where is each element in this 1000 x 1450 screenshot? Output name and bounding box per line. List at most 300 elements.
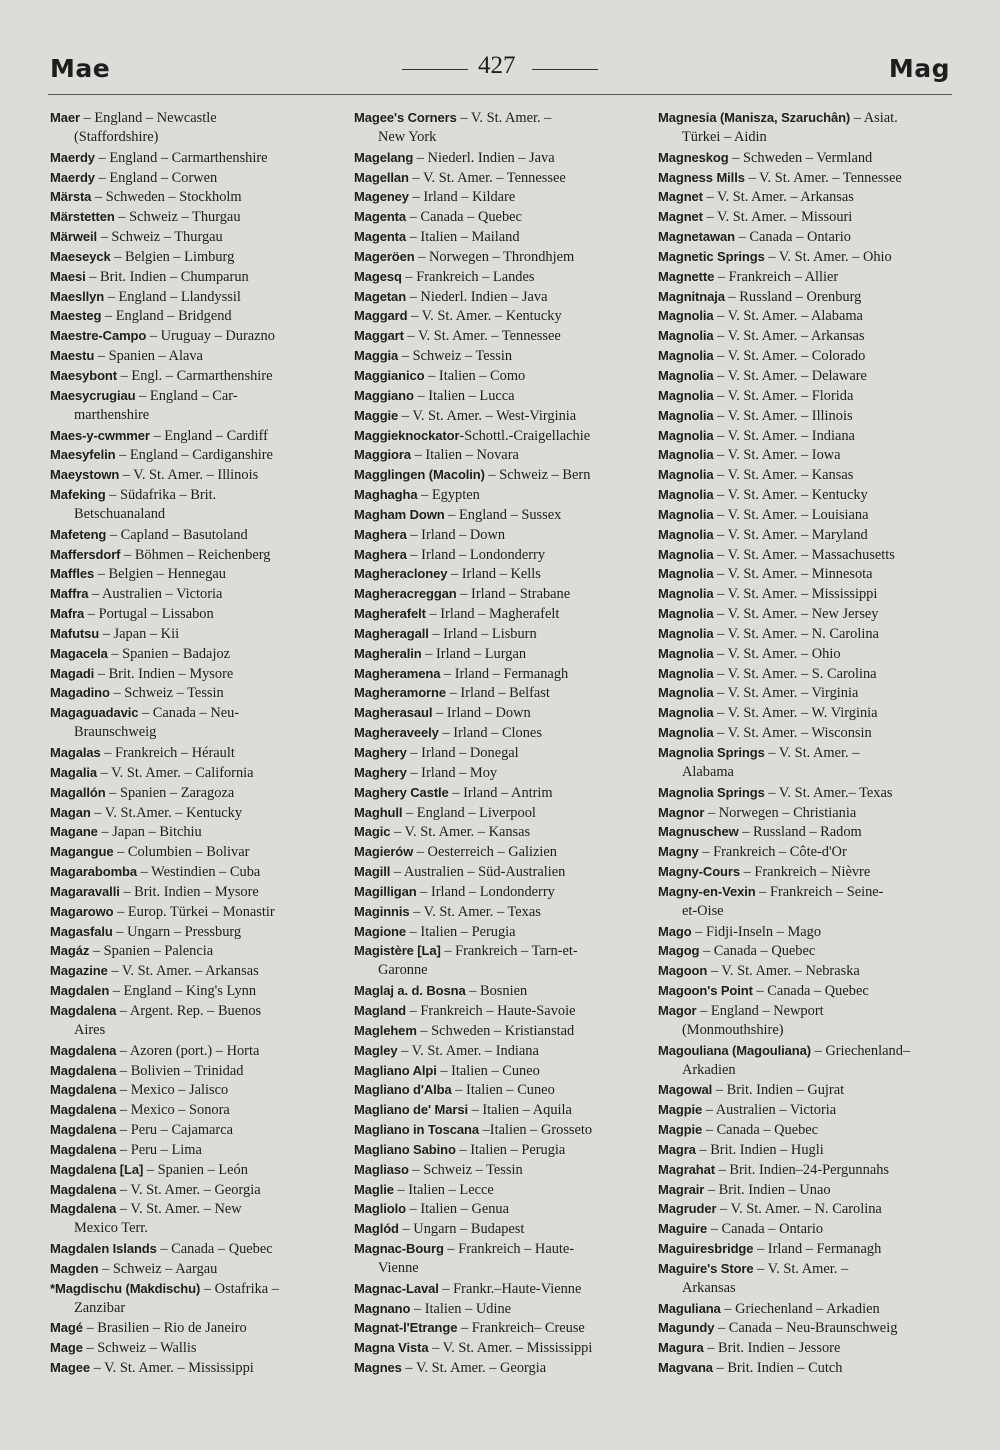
entry-line	[658, 822, 950, 842]
entry-line	[50, 1100, 342, 1120]
entry-location: – Columbien – Bolivar	[113, 844, 250, 861]
entry-location: – V. St. Amer. – New	[116, 1201, 242, 1218]
entry-headword: Magetan	[354, 288, 407, 304]
entry-line	[50, 1279, 342, 1299]
entry-location: – Norwegen – Throndhjem	[414, 248, 575, 265]
entry-location: – Schweiz – Bern	[484, 467, 591, 484]
entry-line	[658, 485, 950, 505]
entry-headword: Maghera	[354, 546, 407, 562]
entry-line	[354, 803, 646, 823]
entry-location: – Irland – Donegal	[406, 745, 519, 761]
entry-headword: Magheramena	[354, 665, 441, 681]
entry-line	[658, 1318, 950, 1338]
entry-headword: Magnolia	[658, 546, 714, 562]
entry-headword: Magnolia	[658, 526, 714, 542]
entry-line	[658, 1299, 950, 1319]
entry-line	[354, 326, 646, 346]
entry-location: – Bolivien – Trinidad	[116, 1062, 244, 1079]
entry-line	[354, 902, 646, 922]
entry-headword: Magnet	[658, 209, 703, 225]
entry-location: – V. St. Amer. – Tennessee	[403, 328, 561, 345]
entry-line	[658, 1001, 950, 1021]
entry-line	[50, 1239, 342, 1259]
entry-headword: Magee	[50, 1360, 90, 1376]
entry-location: – V. St. Amer.– Texas	[764, 784, 893, 801]
entry-location: – Italien – Novara	[410, 447, 519, 464]
entry-line	[658, 306, 950, 326]
entry-location: – Brit. Indien – Gujrat	[712, 1082, 845, 1099]
entry-location: – Schweden – Kristianstad	[416, 1022, 575, 1039]
entry-location: – Mexico – Sonora	[116, 1102, 230, 1119]
entry-line	[658, 108, 950, 128]
entry-location: – Irland – Kildare	[408, 189, 516, 206]
entry-line	[354, 108, 646, 128]
entry-headword: Magny-en-Vexin	[658, 883, 756, 899]
entry-line	[658, 267, 950, 287]
entry-headword: Maghagha	[354, 487, 418, 503]
entry-line	[658, 1120, 950, 1140]
entry-headword: Magnolia	[658, 705, 714, 721]
entry-line	[354, 227, 646, 247]
entry-headword: Magnolia	[658, 665, 714, 681]
entry-headword: Magnat-l'Etrange	[354, 1320, 458, 1336]
entry-headword: Magvana	[658, 1360, 713, 1376]
entry-headword: Magor	[658, 1002, 697, 1018]
entry-headword: Magnitnaja	[658, 288, 725, 304]
entry-headword: Mage	[50, 1340, 83, 1356]
entry-line	[354, 1219, 646, 1239]
entry-location: – England – Newcastle	[79, 110, 217, 126]
entry-line	[50, 1120, 342, 1140]
entry-line	[658, 168, 950, 188]
entry-headword: Maesllyn	[50, 288, 105, 304]
entry-line	[50, 803, 342, 823]
entry-continuation: Arkansas	[682, 1279, 736, 1296]
entry-line	[354, 287, 646, 307]
entry-line	[50, 981, 342, 1001]
entry-continuation: Zanzibar	[74, 1299, 126, 1316]
entry-headword: Magna Vista	[354, 1340, 429, 1356]
entry-headword: Magowal	[658, 1082, 713, 1098]
entry-headword: Magherafelt	[354, 606, 426, 622]
entry-line	[50, 743, 342, 763]
entry-headword: Magierów	[354, 844, 414, 860]
entry-line	[658, 1338, 950, 1358]
entry-location: – V. St. Amer. – Maryland	[713, 526, 868, 543]
entry-headword: Maggieknockator	[354, 427, 460, 443]
entry-line	[354, 426, 646, 446]
entry-line	[658, 723, 950, 743]
entry-headword: Magliano in Toscana	[354, 1122, 479, 1138]
entry-line	[50, 306, 342, 326]
entry-headword: Magpie	[658, 1122, 703, 1138]
entry-headword: Magdalena	[50, 1042, 117, 1058]
entry-line	[658, 862, 950, 882]
entry-line	[658, 584, 950, 604]
entry-line	[658, 187, 950, 207]
entry-line	[354, 763, 646, 783]
entry-location: – Canada – Ontario	[735, 229, 851, 246]
entry-headword: Magnolia Springs	[658, 784, 765, 800]
entry-location: – Argent. Rep. – Buenos	[116, 1002, 262, 1019]
entry-line	[354, 1318, 646, 1338]
entry-location: – Italien – Perugia	[455, 1141, 566, 1158]
entry-location: – Ostafrika –	[200, 1280, 279, 1297]
entry-location: – Schweiz – Tessin	[398, 348, 513, 365]
entry-line	[658, 1219, 950, 1239]
entry-headword: Magenta	[354, 229, 407, 245]
entry-line	[658, 1041, 950, 1061]
entry-headword: Märsta	[50, 189, 92, 205]
entry-line	[354, 366, 646, 386]
entry-line	[658, 1080, 950, 1100]
entry-line	[658, 1199, 950, 1219]
entry-location: – Brit. Indien – Chumparun	[85, 268, 249, 285]
entry-headword: Maguiresbridge	[658, 1241, 754, 1257]
entry-headword: Magnolia Springs	[658, 745, 765, 760]
entry-line	[354, 247, 646, 267]
entry-continuation: Türkei – Aidin	[682, 128, 767, 145]
entry-headword: Maggard	[354, 308, 408, 324]
entry-headword: Maginnis	[354, 903, 410, 919]
entry-continuation: Arkadien	[682, 1061, 736, 1078]
entry-headword: Maes-y-cwmmer	[50, 427, 150, 443]
entry-location: – Russland – Radom	[738, 824, 862, 841]
entry-headword: Maesyfelin	[50, 447, 116, 463]
entry-location: – V. St. Amer. – Kansas	[713, 467, 854, 484]
entry-location: – Irland – Londonderry	[416, 883, 555, 900]
entry-location: – Brit. Indien – Cutch	[712, 1360, 843, 1377]
entry-headword: Maesycrugiau	[50, 387, 136, 403]
entry-location: – Canada – Neu-	[138, 705, 240, 722]
entry-location: – Egypten	[417, 487, 480, 504]
entry-line	[50, 1358, 342, 1378]
entry-location: – V. St. Amer. – Massachusetts	[713, 546, 895, 563]
entry-location: – Engl. – Carmarthenshire	[117, 367, 273, 384]
entry-location: – Japan – Bitchiu	[97, 824, 202, 841]
entry-location: – V. St. Amer. – W. Virginia	[713, 705, 878, 722]
entry-line	[658, 207, 950, 227]
entry-headword: Maggart	[354, 328, 404, 344]
entry-line	[354, 1299, 646, 1319]
entry-location: – Peru – Lima	[116, 1141, 202, 1158]
entry-headword: Magadino	[50, 685, 110, 701]
entry-headword: Maggiano	[354, 387, 414, 403]
entry-line	[354, 1080, 646, 1100]
entry-line	[658, 624, 950, 644]
entry-location: – V. St.Amer. – Kentucky	[90, 804, 243, 821]
entry-headword: Magden	[50, 1260, 99, 1276]
entry-line	[658, 227, 950, 247]
entry-line	[354, 822, 646, 842]
entry-headword: Magnuschew	[658, 824, 739, 840]
entry-headword: Maglód	[354, 1221, 399, 1237]
entry-headword: Magnac-Bourg	[354, 1241, 444, 1257]
entry-line	[354, 386, 646, 406]
entry-line	[354, 1061, 646, 1081]
entry-line	[50, 1041, 342, 1061]
entry-headword: Maffersdorf	[50, 546, 121, 562]
entry-line	[658, 941, 950, 961]
entry-continuation: Alabama	[682, 763, 734, 780]
header-dash-left	[402, 69, 468, 70]
entry-line	[354, 485, 646, 505]
entry-location: – Frankreich – Hérault	[100, 745, 235, 761]
entry-line	[658, 326, 950, 346]
entry-location: – Böhmen – Reichenberg	[120, 546, 271, 563]
entry-line	[50, 882, 342, 902]
entry-line	[50, 922, 342, 942]
entry-headword: Magnor	[658, 804, 705, 820]
entry-location: – Schweden – Vermland	[728, 149, 873, 166]
entry-headword: Magnolia	[658, 685, 714, 701]
entry-line	[354, 644, 646, 664]
entry-line	[354, 346, 646, 366]
entry-location: – England – Liverpool	[402, 804, 536, 821]
entry-location: – Italien – Udine	[410, 1300, 512, 1317]
entry-line	[354, 584, 646, 604]
entry-line	[658, 961, 950, 981]
entry-line	[50, 187, 342, 207]
entry-location: – V. St. Amer. –	[456, 110, 552, 126]
entry-location: – Belgien – Limburg	[110, 248, 235, 265]
entry-location: – Frankreich– Creuse	[457, 1320, 585, 1337]
entry-location: – Frankreich – Nièvre	[739, 864, 871, 881]
entry-line	[50, 862, 342, 882]
entry-line	[354, 564, 646, 584]
entry-line	[658, 703, 950, 723]
entry-line	[50, 1080, 342, 1100]
entry-line	[50, 644, 342, 664]
entry-headword: Magelang	[354, 149, 414, 165]
entry-location: – Russland – Orenburg	[724, 288, 862, 305]
entry-location: – Australien – Victoria	[702, 1102, 837, 1119]
entry-line	[658, 683, 950, 703]
entry-location: – Irland – Kells	[447, 566, 541, 583]
entry-location: – Griechenland – Arkadien	[720, 1300, 880, 1317]
entry-location: – Schweiz – Aargau	[98, 1260, 218, 1277]
entry-location: – V. St. Amer. – Wisconsin	[713, 725, 872, 742]
entry-line	[658, 1180, 950, 1200]
entry-continuation: Mexico Terr.	[74, 1220, 148, 1237]
column-2	[354, 108, 646, 1378]
entry-headword: Maghera	[354, 526, 407, 542]
entry-headword: Magallón	[50, 784, 106, 800]
entry-headword: Magrair	[658, 1181, 705, 1197]
entry-line	[658, 545, 950, 565]
entry-line	[658, 882, 950, 902]
entry-line	[50, 148, 342, 168]
entry-location: – Italien – Lucca	[413, 387, 515, 404]
entry-headword: Maestre-Campo	[50, 328, 147, 344]
entry-location: – Brit. Indien – Mysore	[119, 883, 259, 900]
entry-line	[50, 1259, 342, 1279]
entry-headword: Magnetawan	[658, 229, 736, 245]
entry-location: – Oesterreich – Galizien	[413, 844, 557, 861]
entry-location: – Schweden – Stockholm	[91, 189, 242, 206]
entry-headword: Magra	[658, 1141, 696, 1157]
entry-location: – Irland – Magherafelt	[425, 606, 560, 623]
entry-headword: Maesi	[50, 268, 86, 284]
entry-headword: Magane	[50, 824, 98, 840]
entry-location: – V. St. Amer. – Minnesota	[713, 566, 873, 583]
entry-location: – Portugal – Lissabon	[84, 606, 214, 623]
entry-location: – Mexico – Jalisco	[116, 1082, 229, 1099]
entry-headword: Maerdy	[50, 169, 95, 185]
entry-location: – Italien – Cuneo	[436, 1062, 540, 1079]
entry-line	[658, 604, 950, 624]
entry-line	[658, 406, 950, 426]
entry-line	[658, 842, 950, 862]
entry-location: – Spanien – Zaragoza	[105, 784, 235, 801]
entry-line	[50, 267, 342, 287]
entry-headword: Magnolia	[658, 625, 714, 641]
entry-location: – England – Bridgend	[101, 308, 232, 325]
entry-line	[658, 803, 950, 823]
entry-line	[354, 465, 646, 485]
entry-line	[658, 366, 950, 386]
entry-line	[658, 505, 950, 525]
entry-headword: Mafeking	[50, 487, 106, 503]
entry-location: – England – Cardiff	[149, 427, 268, 444]
entry-location: -Schottl.-Craigellachie	[459, 427, 591, 444]
entry-headword: Maeystown	[50, 467, 120, 483]
entry-line	[50, 783, 342, 803]
column-1	[50, 108, 342, 1378]
entry-line	[354, 624, 646, 644]
entry-headword: Magnano	[354, 1300, 411, 1316]
entry-line	[354, 1140, 646, 1160]
entry-location: – V. St. Amer. – Mississippi	[713, 586, 878, 603]
entry-line	[50, 584, 342, 604]
entry-line	[658, 386, 950, 406]
entry-line	[50, 1338, 342, 1358]
entry-location: – V. St. Amer. – New Jersey	[713, 606, 879, 623]
entry-line	[50, 902, 342, 922]
entry-location: – V. St. Amer. – Kentucky	[407, 308, 562, 325]
entry-location: – Irland – Lisburn	[428, 625, 537, 642]
entry-line	[50, 485, 342, 505]
entry-headword: Magellan	[354, 169, 409, 185]
entry-line	[354, 187, 646, 207]
entry-location: – V. St. Amer. – Illinois	[713, 407, 853, 424]
entry-location: – Canada – Quebec	[702, 1122, 819, 1139]
entry-headword: Magherasaul	[354, 705, 433, 721]
entry-line	[658, 1239, 950, 1259]
entry-line	[658, 247, 950, 267]
entry-location: – England – Cardiganshire	[115, 447, 273, 464]
entry-headword: Magnolia	[658, 606, 714, 622]
entry-headword: Mafra	[50, 606, 85, 622]
entry-location: – V. St. Amer. – S. Carolina	[713, 665, 877, 682]
entry-location: – Frankreich – Côte-d'Or	[698, 844, 847, 861]
entry-location: – Belgien – Hennegau	[94, 566, 226, 583]
entry-headword: Magasfalu	[50, 923, 113, 939]
entry-location: – V. St. Amer. – Virginia	[713, 685, 859, 702]
entry-headword: Magnolia	[658, 367, 714, 383]
entry-line	[354, 505, 646, 525]
entry-location: – Spanien – Badajoz	[107, 645, 231, 662]
entry-line	[658, 287, 950, 307]
entry-line	[354, 168, 646, 188]
entry-location: – V. St. Amer. – Arkansas	[107, 963, 259, 980]
entry-headword: Mageröen	[354, 248, 415, 264]
entry-headword: Mageney	[354, 189, 409, 205]
entry-headword: Magnolia	[658, 586, 714, 602]
entry-continuation: (Monmouthshire)	[682, 1021, 784, 1038]
entry-headword: Magione	[354, 923, 407, 939]
entry-location: – Irland – Down	[406, 526, 506, 543]
entry-headword: Magny	[658, 844, 699, 860]
entry-headword: Märstetten	[50, 209, 115, 225]
entry-headword: Magheragall	[354, 625, 429, 641]
entry-line	[354, 1338, 646, 1358]
entry-headword: Magneskog	[658, 149, 729, 165]
entry-line	[50, 445, 342, 465]
entry-line	[354, 882, 646, 902]
header-rule	[48, 94, 952, 95]
entry-headword: Maglehem	[354, 1022, 417, 1038]
entry-line	[658, 1160, 950, 1180]
entry-line	[658, 1259, 950, 1279]
left-guide-word: Mae	[50, 54, 111, 83]
entry-location: – V. St. Amer. – Kansas	[390, 824, 531, 841]
entry-line	[50, 1001, 342, 1021]
entry-location: – V. St. Amer. –	[753, 1260, 849, 1277]
entry-line	[658, 148, 950, 168]
entry-line	[50, 604, 342, 624]
entry-location: – Australien – Victoria	[88, 586, 223, 603]
entry-location: – V. St. Amer. – Mississippi	[89, 1360, 254, 1377]
entry-location: – Brit. Indien – Mysore	[94, 665, 234, 682]
entry-headword: Magazine	[50, 963, 108, 979]
entry-headword: Magnolia	[658, 427, 714, 443]
entry-headword: Maffles	[50, 566, 95, 582]
entry-headword: Maghull	[354, 804, 403, 820]
entry-headword: Magnes	[354, 1360, 402, 1376]
entry-line	[50, 1140, 342, 1160]
entry-line	[354, 842, 646, 862]
entry-headword: Magdalena	[50, 1062, 117, 1078]
entry-location: – Irland – Strabane	[456, 586, 571, 603]
entry-location: – Canada – Ontario	[707, 1221, 824, 1238]
entry-headword: Maglie	[354, 1181, 394, 1197]
entry-headword: Magnolia	[658, 447, 714, 463]
entry-headword: Magura	[658, 1340, 704, 1356]
entry-location: – V. St. Amer. – Indiana	[713, 427, 855, 444]
entry-continuation: New York	[378, 128, 437, 145]
entry-headword: Mafeteng	[50, 526, 107, 542]
entry-line	[354, 783, 646, 803]
entry-line	[354, 664, 646, 684]
entry-headword: Magliano Sabino	[354, 1141, 456, 1157]
entry-headword: Maggianico	[354, 367, 425, 383]
entry-location: – V. St. Amer. – Louisiana	[713, 506, 869, 523]
entry-line	[50, 545, 342, 565]
entry-headword: Märweil	[50, 229, 97, 245]
entry-location: – Frankr.–Haute-Vienne	[438, 1280, 582, 1297]
entry-line	[354, 1279, 646, 1299]
entry-location: – England – Sussex	[444, 506, 562, 523]
entry-line	[658, 564, 950, 584]
entry-headword: Magnet	[658, 189, 703, 205]
entry-location: – Irland – Lurgan	[421, 645, 527, 662]
entry-headword: Magdalena	[50, 1002, 117, 1018]
entry-location: – V. St. Amer. – Iowa	[713, 447, 841, 464]
entry-line	[658, 981, 950, 1001]
entry-line	[354, 1199, 646, 1219]
entry-headword: Magham Down	[354, 506, 445, 522]
